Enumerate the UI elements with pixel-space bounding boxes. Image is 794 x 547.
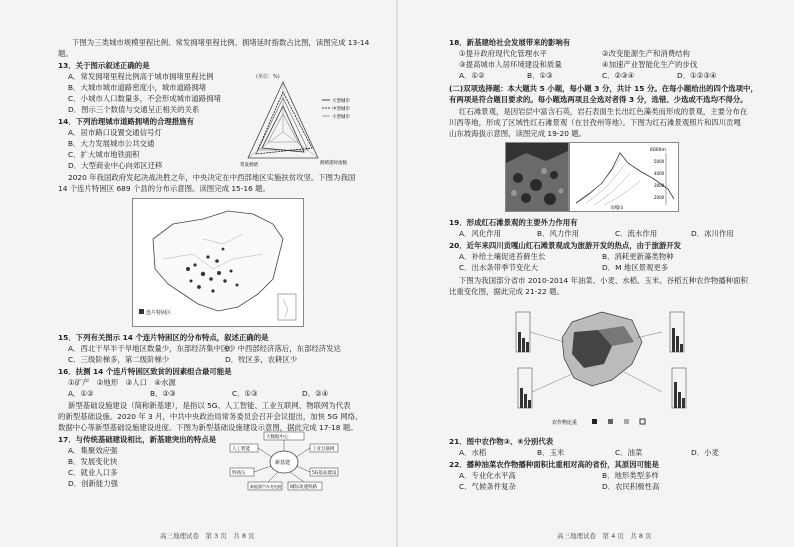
svg-text:大型城市: 大型城市: [332, 99, 350, 104]
option: B．中西部经济落后，东部经济发达: [225, 344, 341, 353]
item: ①提升政府现代化管理水平: [459, 49, 547, 58]
svg-text:5G基站建设: 5G基站建设: [312, 471, 337, 476]
option: C．①③: [232, 389, 258, 398]
option: D．小麦: [691, 448, 719, 457]
option: C．小城市人口数量多，不会形成城市道路拥堵: [68, 94, 221, 103]
page-footer: 高三地理试卷 第 3 页 共 8 页: [160, 532, 255, 541]
item: ②改变能源生产和消费结构: [602, 49, 690, 58]
intro-text: 2020 年我国政府发起决战决胜之年，中央决定在中西部地区实施扶贫攻坚。下图为我国: [68, 173, 356, 182]
intro-text: 下图为我国部分省市 2010-2014 年油菜、小麦、水稻、玉米、谷稻五种农作物播种面积: [459, 276, 748, 285]
svg-text:中型城市: 中型城市: [332, 107, 350, 112]
option-line: ①矿产 ②地形 ③人口 ④水源: [68, 378, 176, 387]
option: A．集聚效应强: [68, 446, 118, 455]
page-footer: 高三地理试卷 第 4 页 共 8 页: [557, 532, 652, 541]
intro-text: 山东坡海拔示意图，读图完成 19-20 题。: [449, 129, 587, 138]
svg-text:3000: 3000: [654, 183, 665, 188]
option: C．就业人口多: [68, 468, 118, 477]
option: D．农民积极性高: [602, 482, 660, 491]
intro-text: 的新型基础设施。2020 年 3 月，中共中央政治局常务委员会召开会议提出，加快 5G 网络、: [58, 412, 363, 421]
svg-text:2000: 2000: [654, 195, 665, 200]
intro-text: 新型基础设施建设（简称新基建），是指以 5G、人工智能、工业互联网、物联网为代表: [68, 401, 351, 410]
svg-text:4000: 4000: [654, 171, 665, 176]
option: D．牧区多，农耕区少: [225, 355, 298, 364]
question-13: 13．关于图示叙述正确的是: [58, 61, 150, 70]
item: ④加速产业智能化生产的步伐: [602, 60, 698, 69]
crop-share-chart: [512, 302, 704, 430]
section-heading: 有两项是符合题目要求的。每小题选两项且全选对者得 3 分，选错、少选或不选均不得分。: [449, 95, 748, 104]
option: D．M 地区景观更多: [602, 263, 669, 272]
option: A．①②: [68, 389, 94, 398]
option: A．风化作用: [459, 229, 502, 238]
svg-text:新基建: 新基建: [275, 460, 291, 466]
option: D．创新能力强: [68, 479, 119, 488]
intro-text: 题。: [58, 49, 73, 58]
red-stone-photo: [505, 142, 569, 212]
option: A．专业化水平高: [459, 471, 516, 480]
question-21: 21．图中农作物③、④分别代表: [449, 437, 554, 446]
option: C．②③④: [602, 71, 635, 80]
option: D．图示三个数值与交通呈正相关的关系: [68, 105, 200, 114]
question-14: 14．下列治理城市道路拥堵的合理措施有: [58, 117, 194, 126]
option: B．地形类型多样: [602, 471, 659, 480]
question-19: 19．形成红石滩景观的主要外力作用有: [449, 218, 578, 227]
svg-text:城际高速铁路: 城际高速铁路: [290, 485, 317, 490]
option: C．出水条带季节变化大: [459, 263, 539, 272]
china-map: [132, 198, 304, 327]
option: A．①②: [459, 71, 485, 80]
option: B．大城市城市道路密度小，城市道路拥堵: [68, 83, 207, 92]
option: C．流水作用: [615, 229, 658, 238]
question-16: 16．扶测 14 个连片特困区致贫的因素组合最可能是: [58, 367, 232, 376]
svg-text:贡嘎山: 贡嘎山: [610, 206, 624, 211]
svg-text:工业互联网: 工业互联网: [312, 447, 335, 452]
intro-text: 数据中心等新型基础设施建设进度。下图为新型基础设施建设示意图，据此完成 17-18 题。: [58, 423, 358, 432]
option: D．①②③④: [677, 71, 717, 80]
question-22: 22．播种油菜农作物播种面积比重相对高的省份，其原因可能是: [449, 460, 659, 469]
svg-text:6000m: 6000m: [650, 148, 666, 153]
option: B．玉米: [537, 448, 565, 457]
option: C．三级阶梯多，第二级阶梯少: [68, 355, 170, 364]
option: B．①③: [527, 71, 553, 80]
triangle-chart: [238, 70, 356, 170]
option: A．西北干旱半干旱地区数量少，东部经济集中区少: [68, 344, 236, 353]
option: D．②④: [302, 389, 329, 398]
infrastructure-diagram: [228, 430, 340, 492]
svg-text:人工智能: 人工智能: [232, 447, 250, 452]
svg-text:连片特困区: 连片特困区: [146, 310, 172, 316]
option: D．冰川作用: [691, 229, 734, 238]
option: D．大型商业中心向郊区迁移: [68, 161, 163, 170]
svg-text:5000: 5000: [654, 159, 665, 164]
svg-text:农作物比重: 农作物比重: [552, 420, 578, 426]
option: A．水稻: [459, 448, 487, 457]
option: C．油菜: [615, 448, 643, 457]
question-17: 17．与传统基础建设相比，新基建突出的特点是: [58, 435, 217, 444]
item: ③提高城市人居环境建设和质量: [459, 60, 562, 69]
question-18: 18．新基建给社会发展带来的影响有: [449, 38, 571, 47]
svg-text:特高压: 特高压: [232, 471, 246, 476]
intro-text: 比重变化图，据此完成 21-22 题。: [449, 287, 564, 296]
intro-text: 红石滩景观，是因岩层中富含石英，岩石表面生长出红色藻类而形成的景观，主要分布在: [459, 107, 748, 116]
question-15: 15．下列有关图示 14 个连片特困区的分布特点，叙述正确的是: [58, 333, 269, 342]
svg-text:拥堵延时指数: 拥堵延时指数: [320, 161, 347, 166]
option: C．气候条件复杂: [459, 482, 516, 491]
option: C．扩大城市地铁面积: [68, 150, 140, 159]
option: B．消耗更新藻类物种: [602, 252, 674, 261]
svg-text:大数据中心: 大数据中心: [266, 435, 289, 440]
svg-text:新能源汽车充电桩: 新能源汽车充电桩: [250, 484, 282, 489]
option: B．发展变化快: [68, 457, 118, 466]
option: B．风力作用: [537, 229, 580, 238]
intro-text: 14 个连片特困区 689 个县的分布示意图。读图完成 15-16 题。: [58, 184, 270, 193]
svg-text:常发拥堵: 常发拥堵: [240, 163, 258, 168]
intro-text: 下图为三类城市规模里程比例、常发拥堵里程比例、拥堵延时指数占比图，读图完成 13-14: [72, 38, 370, 47]
chart-title: (单位：%): [256, 74, 280, 80]
svg-text:小型城市: 小型城市: [332, 115, 350, 120]
intro-text: 川西等地，形成了区域性红石滩景观（在甘孜州等地）。下图为红石滩景观照片和四川贡嘎: [449, 118, 741, 127]
terrain-profile: [569, 142, 679, 212]
option: A．常发拥堵里程比例高于城市拥堵里程比例: [68, 72, 214, 81]
option: A．居市路口设置交通信号灯: [68, 128, 162, 137]
section-heading: (二)双项选择题：本大题共 5 小题，每小题 3 分，共计 15 分。在每小题给出的四个选项中，: [449, 84, 758, 93]
option: B．②③: [150, 389, 176, 398]
option: B．大力发展城市公共交通: [68, 139, 155, 148]
right-page: [397, 0, 794, 547]
option: A．补给土壤促进苔藓生长: [459, 252, 546, 261]
question-20: 20．近年来四川贡嘎山红石滩景观成为旅游开发的热点，由于旅游开发: [449, 241, 682, 250]
